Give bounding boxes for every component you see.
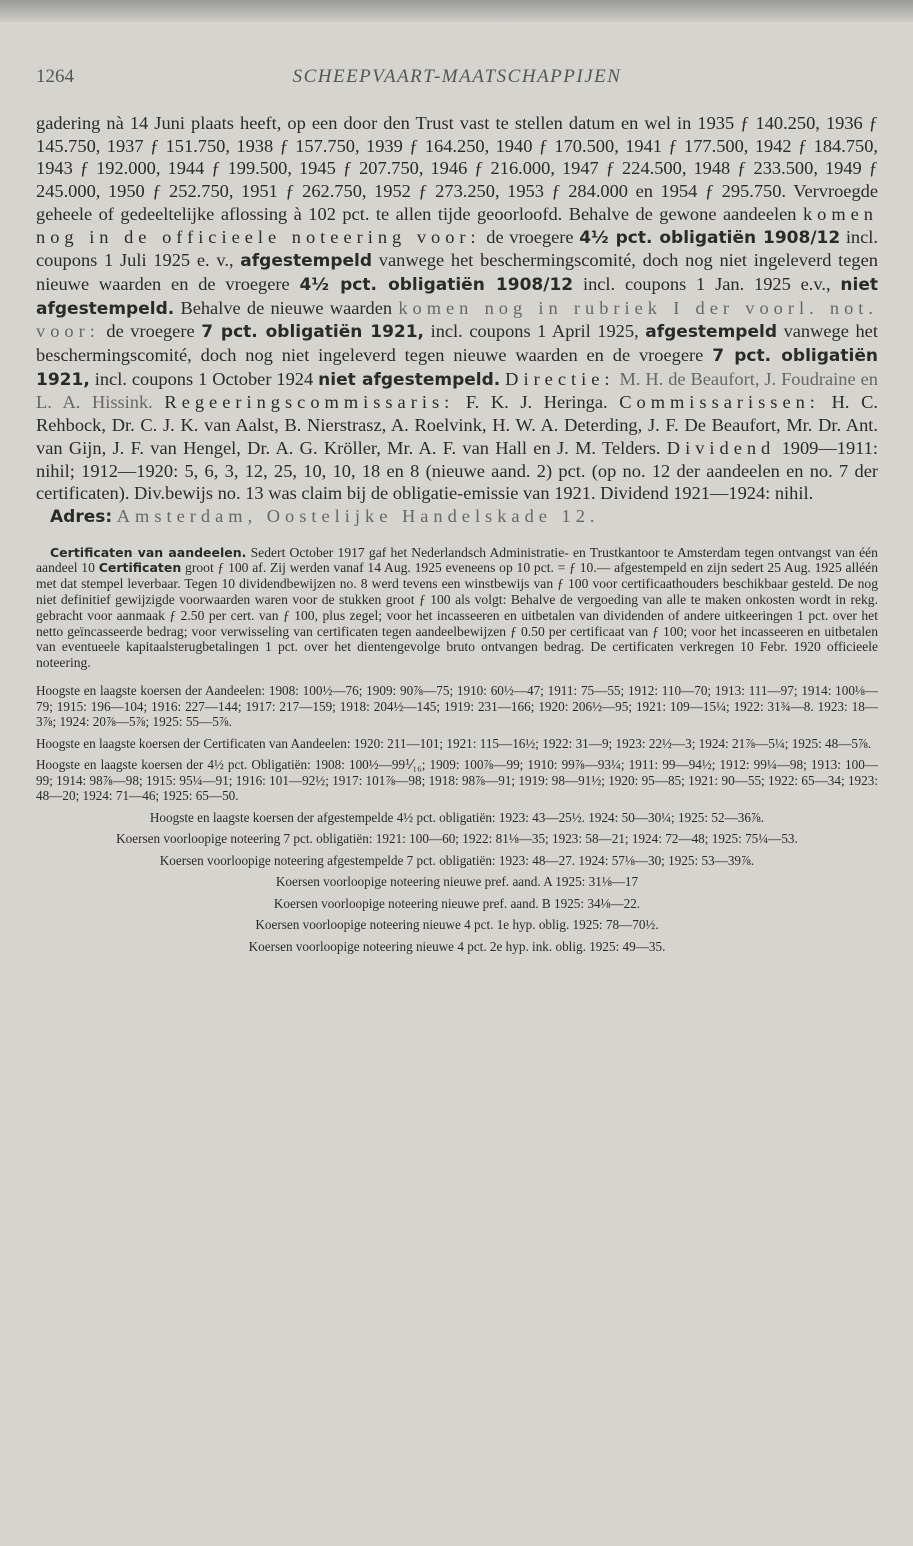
koers-line: Koersen voorloopige noteering nieuwe pref. aand. B 1925: 34⅛—22. bbox=[273, 895, 641, 911]
text-run: vanwege het beschermingscomité, doch nog niet ingeleverd tegen nieuwe waarden en de vroegere bbox=[36, 321, 878, 366]
certificaten-section bbox=[36, 545, 878, 671]
section-heading: Certificaten van aandeelen. bbox=[50, 544, 247, 560]
main-paragraph bbox=[36, 112, 878, 529]
commissarissen-names: H. C. Rehbock, Dr. C. J. K. van Aalst, B. Nierstrasz, A. Roelvink, H. W. A. Deterding, J. F. De Beaufort, Mr. Dr. Ant. van Gijn, J. F. van Hengel, Dr. A. G. Kröller, Mr. A. F. van Hall en J. M. Telders. bbox=[36, 392, 878, 458]
running-head bbox=[36, 66, 878, 100]
koers-line: Koersen voorloopige noteering 7 pct. obligatiën: 1921: 100—60; 1922: 81⅛—35; 1923: 58—21; 1924: 72—48; 1925: 75¼—53. bbox=[116, 831, 798, 847]
scan-top-edge bbox=[0, 0, 913, 22]
dividend-label: Dividend bbox=[666, 437, 776, 458]
bold-term: 4½ pct. obligatiën 1908/12 bbox=[299, 274, 574, 295]
koers-line: Koersen voorloopige noteering afgestempelde 7 pct. obligatiën: 1923: 48—27. 1924: 57⅛—30; 1925: 53—39⅞. bbox=[159, 852, 755, 868]
adres-text: Amsterdam, Oostelijke Handelskade 12. bbox=[116, 505, 600, 526]
text-run: gadering nà 14 Juni plaats heeft, op een door den Trust vast te stellen datum en wel in 1935 ƒ 140.250, 1936 ƒ 145.750, 1937 ƒ 151.750, 1938 ƒ 157.750, 1939 ƒ 164.250, 1940 ƒ 170.500, 1941 ƒ 177.500, 1942 ƒ 184.750, 1943 ƒ 192.000, 1944 ƒ 199.500, 1945 ƒ 207.750, 1946 ƒ 216.000, 1947 ƒ 224.500, 1948 ƒ 233.500, 1949 ƒ 245.000, 1950 ƒ 252.750, 1951 ƒ 262.750, 1952 ƒ 273.250, 1953 ƒ 284.000 en 1954 ƒ 295.750. Vervroegde geheele of gedeeltelijke aflossing à 102 pct. te allen tijde geoorloofd. Behalve de gewone aandeelen bbox=[36, 113, 878, 224]
text-run: incl. coupons 1 October 1924 bbox=[94, 368, 314, 389]
bold-term: afgestempeld bbox=[240, 251, 373, 272]
spaced-text: komen nog in rubriek I der voorl. not. voor: bbox=[36, 297, 878, 342]
text-run: incl. coupons 1 Jan. 1925 e.v., bbox=[582, 273, 831, 294]
text-run: incl. coupons 1 Juli 1925 e. v., bbox=[36, 226, 878, 271]
page-number: 1264 bbox=[36, 66, 74, 87]
text-run: vanwege het beschermingscomité, doch nog niet ingeleverd tegen nieuwe waarden en de vroegere bbox=[36, 250, 878, 294]
running-title: SCHEEPVAART-MAATSCHAPPIJEN bbox=[292, 66, 622, 87]
koers-line: Koersen voorloopige noteering nieuwe 4 pct. 2e hyp. ink. oblig. 1925: 49—35. bbox=[248, 938, 666, 954]
text-run: groot ƒ 100 af. Zij werden vanaf 14 Aug. 1925 eveneens op 10 pct. = ƒ 10.— afgestempeld en zijn sedert 25 Aug. 1925 alléén met dat stempel leverbaar. Tegen 10 dividendbewijzen no. 8 werd tevens een winstbewijs van ƒ 100 voor certificaathouders beschikbaar gesteld. De nog niet definitief gewijzigde voorwaarden waren voor de stukken groot ƒ 100 als volgt: Behalve de vergoeding van alle te maken onkosten wordt in rekg. gebracht voor aanmaak ƒ 2.50 per cert. van ƒ 100, plus zegel; voor het incasseeren en uitbetalen van dividenden of andere uitkeeringen 1 pct. over het netto geïncasseerde bedrag; voor verwisseling van certificaten tegen aandeelbewijzen ƒ 0.50 per certificaat van ƒ 100; voor het incasseeren en uitbetalen van eventueele kapitaalsterugbetalingen 1 pct. over het dientengevolge bruto ontvangen bedrag. De certificaten verkregen 10 Febr. 1920 officieele noteering. bbox=[36, 560, 879, 671]
koers-line: Hoogste en laagste koersen der afgestempelde 4½ pct. obligatiën: 1923: 43—25½. 1924: 50—30¼; 1925: 52—36⅞. bbox=[149, 809, 765, 825]
adres-label: Adres: bbox=[50, 506, 113, 527]
bold-term: 7 pct. obligatiën 1921, bbox=[201, 322, 425, 343]
directie-names: M. H. de Beaufort, J. Foudraine en L. A. Hissink. bbox=[36, 368, 878, 413]
bold-term: niet afgestempeld. bbox=[36, 274, 878, 319]
regeeringscommissaris-name: F. K. J. Heringa. bbox=[465, 392, 608, 413]
bold-term: afgestempeld bbox=[645, 322, 777, 343]
regeeringscommissaris-label: Regeeringscommissaris: bbox=[164, 392, 455, 413]
bold-term: niet afgestempeld. bbox=[318, 369, 501, 390]
dividend-text: 1909—1911: nihil; 1912—1920: 5, 6, 3, 12, 25, 10, 10, 18 en 8 (nieuwe aand. 2) pct. (op no. 12 der aandeelen en no. 7 der certificaten). Div.bewijs no. 13 was claim bij de obligatie-emissie van 1921. Dividend 1921—1924: nihil. bbox=[36, 437, 878, 504]
koers-line: Hoogste en laagste koersen der Aandeelen: 1908: 100½—76; 1909: 90⅞—75; 1910: 60½—47; 1911: 75—55; 1912: 110—70; 1913: 111—97; 1914: 100⅛—79; 1915: 196—104; 1916: 227—144; 1917: 217—159; 1918: 204½—145; 1919: 231—166; 1920: 206½—95; 1921: 109—15¼; 1922: 31¾—8. 1923: 18—3⅞; 1924: 20⅞—5⅞; 1925: 55—5⅞. bbox=[36, 683, 878, 730]
text-run: Behalve de nieuwe waarden bbox=[180, 297, 393, 318]
text-run: de vroegere bbox=[486, 226, 574, 247]
koers-line: Koersen voorloopige noteering nieuwe pref. aand. A 1925: 31⅛—17 bbox=[275, 874, 639, 890]
text-run: incl. coupons 1 April 1925, bbox=[430, 321, 639, 342]
koers-line: Hoogste en laagste koersen der Certificaten van Aandeelen: 1920: 211—101; 1921: 115—16½; 1922: 31—9; 1923: 22½—3; 1924: 21⅞—5¼; 1925: 48—5⅞. bbox=[36, 735, 872, 751]
bold-term: Certificaten bbox=[98, 560, 182, 576]
bold-term: 7 pct. obligatiën 1921, bbox=[36, 346, 878, 390]
directie-label: Directie: bbox=[505, 368, 615, 389]
koersen-section bbox=[36, 683, 878, 954]
spaced-text: komen nog in de officieele noteering voor: bbox=[36, 203, 878, 247]
text-run: Sedert October 1917 gaf het Nederlandsch Administratie- en Trustkantoor te Amsterdam tegen ontvangst van één aandeel 10 bbox=[36, 544, 878, 576]
text-run: de vroegere bbox=[106, 321, 195, 342]
koers-line: Hoogste en laagste koersen der 4½ pct. Obligatiën: 1908: 100½—99⅟₁₆; 1909: 100⅞—99; 1910: 99⅞—93¼; 1911: 99—94½; 1912: 99¼—98; 1913: 100—99; 1914: 98⅞—98; 1915: 95¼—91; 1916: 101—92½; 1917: 101⅞—98; 1918: 98⅞—91; 1919: 98—91½; 1920: 95—85; 1921: 90—55; 1922: 65—34; 1923: 48—20; 1924: 71—46; 1925: 65—50. bbox=[36, 757, 878, 804]
commissarissen-label: Commissarissen: bbox=[619, 392, 820, 413]
document-page bbox=[36, 66, 878, 954]
bold-term: 4½ pct. obligatiën 1908/12 bbox=[579, 227, 841, 248]
koers-line: Koersen voorloopige noteering nieuwe 4 pct. 1e hyp. oblig. 1925: 78—70½. bbox=[255, 917, 659, 933]
